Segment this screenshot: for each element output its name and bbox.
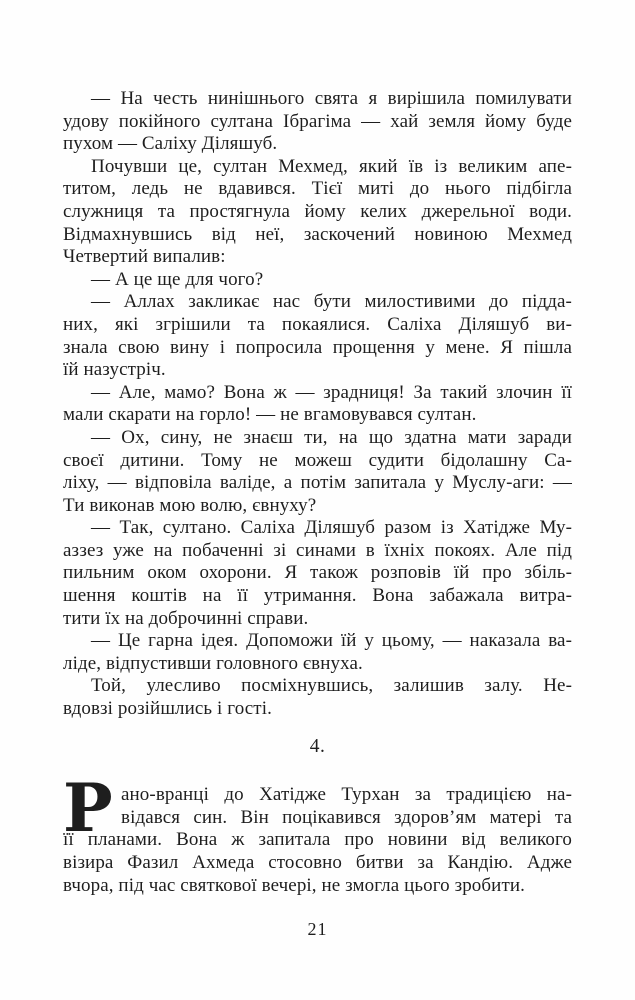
text-line: вдовзі розійшлись і гості. [63,698,272,720]
text-line: її планами. Вона ж запитала про новини від великого [63,829,572,851]
paragraph [63,291,572,381]
paragraph [63,88,572,156]
text-line: ліху, — відповіла валіде, а потім запитала у Муслу-аги: — [63,472,572,494]
text-line: знала свою вину і попросила прощення у мене. Я пішла [63,336,572,358]
text-line: — Це гарна ідея. Допоможи їй у цьому, — наказала ва- [91,630,572,652]
text-line: тити їх на доброчинні справи. [63,607,309,629]
text-line: — Аллах закликає нас бути милостивими до підда- [91,291,572,313]
text-line: шення коштів на її утримання. Вона забажала витра- [63,585,572,607]
text-line: — Так, султано. Саліха Діляшуб разом із Хатідже Му- [91,517,572,539]
text-line: аззез уже на побаченні зі синами в їхніх покоях. Але під [63,539,572,561]
text-line: удову покійного султана Ібрагіма — хай земля йому буде [63,110,572,132]
text-line: мали скарати на горло! — не вгамовувався султан. [63,404,477,426]
text-line: них, які згрішили та покаялися. Саліха Діляшуб ви- [63,313,572,335]
text-line: — Ох, сину, не знаєш ти, на що здатна мати заради [91,426,572,448]
text-line: ано-вранці до Хатідже Турхан за традицією на- [121,784,572,806]
text-line: візира Фазил Ахмеда стосовно битви за Кандію. Адже [63,852,572,873]
text-line: відався син. Він поцікавився здоров’ям матері та [121,806,572,828]
paragraph [63,769,572,897]
text-line: своєї дитини. Тому не можеш судити бідолашну Са- [63,449,572,471]
text-line: їй назустріч. [63,359,166,381]
text-line: пухом — Саліху Діляшуб. [63,133,278,155]
page-body-after-break [63,769,572,897]
text-line: ліде, відпустивши головного євнуха. [63,652,363,674]
page-body-before-break [63,88,572,721]
text-line: — На честь нинішнього свята я вирішила помилувати [91,88,572,109]
text-line: титом, ледь не вдавився. Тієї миті до нього підбігла [63,178,572,200]
paragraph [63,156,572,269]
paragraph [63,269,572,292]
paragraph [63,517,572,630]
text-line: Почувши це, султан Мехмед, який їв із великим апе- [91,155,572,177]
text-line: — Але, мамо? Вона ж — зрадниця! За такий злочин її [91,381,572,403]
drop-cap-initial: Р [63,769,113,848]
text-line: Той, улесливо посміхнувшись, залишив залу. Не- [91,675,572,697]
text-line: пильним оком охорони. Я також розповів їй про збіль- [63,562,572,584]
text-line: Відмахнувшись від неї, заскочений новиною Мехмед [63,223,572,245]
text-block [63,88,572,940]
text-line: — А це ще для чого? [91,268,264,290]
text-line: Четвертий випалив: [63,246,226,268]
paragraph [63,630,572,675]
text-line: вчора, під час святкової вечері, не змогла цього зробити. [63,874,525,896]
page-number: 21 [307,919,328,940]
paragraph [63,675,572,720]
paragraph [63,382,572,427]
text-line: служниця та простягнула йому келих джерельної води. [63,200,572,222]
chapter-heading: 4. [309,735,326,757]
paragraph [63,427,572,517]
text-line: Ти виконав мою волю, євнуху? [63,494,317,516]
